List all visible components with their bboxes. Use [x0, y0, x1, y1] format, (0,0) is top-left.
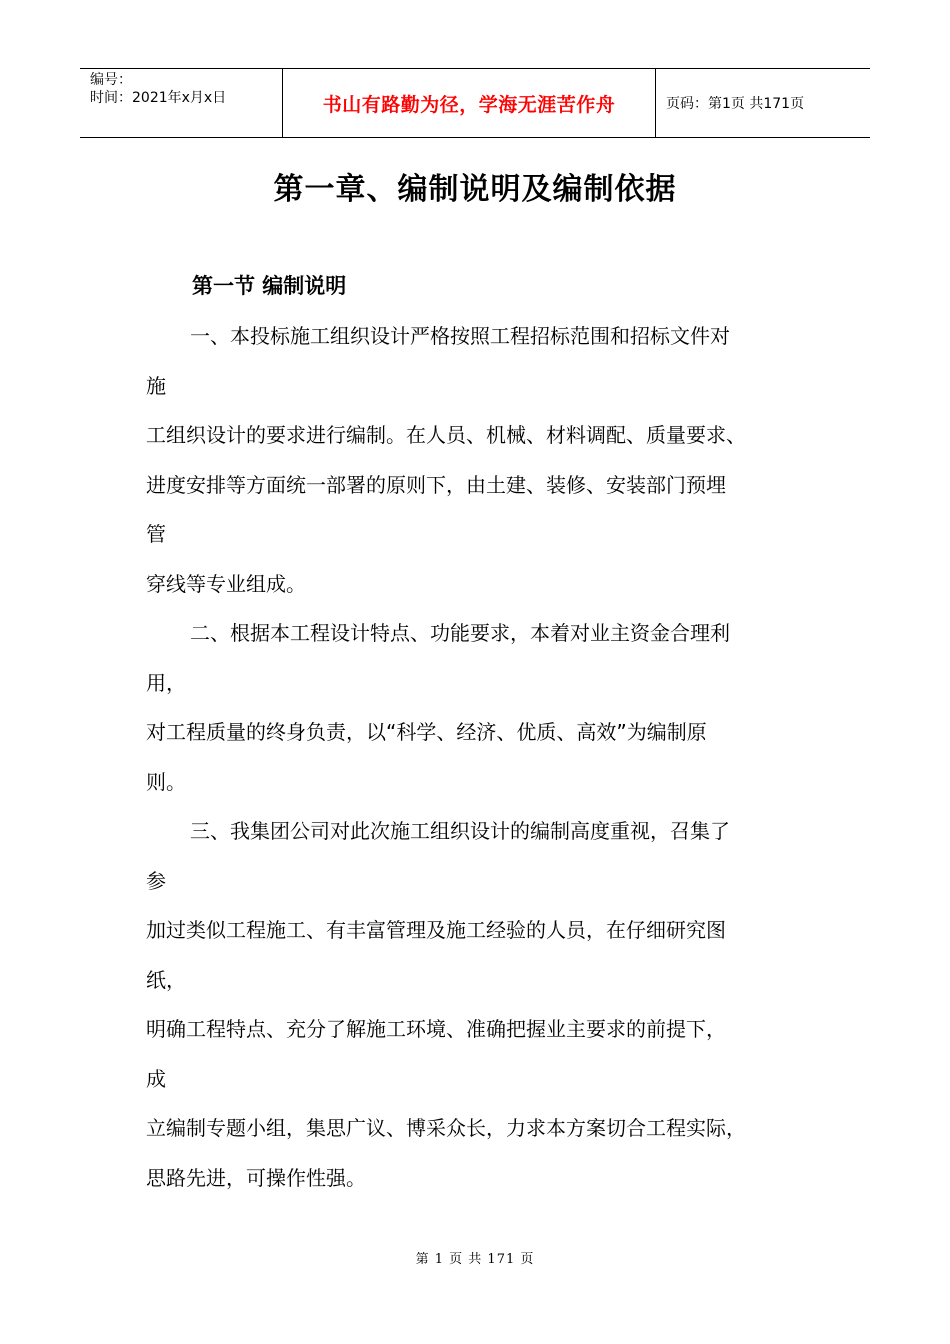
paragraph-line: 用， [146, 670, 186, 695]
document-date: 时间：2021年x月x日 [90, 90, 227, 106]
paragraph-line: 思路先进，可操作性强。 [146, 1165, 366, 1190]
chapter-title: 第一章、编制说明及编制依据 [273, 172, 677, 207]
paragraph-line: 施 [146, 373, 166, 398]
paragraph-line: 工组织设计的要求进行编制。在人员、机械、材料调配、质量要求、 [146, 423, 746, 447]
header-motto: 书山有路勤为径，学海无涯苦作舟 [282, 69, 656, 137]
paragraph-line: 一、本投标施工组织设计严格按照工程招标范围和招标文件对 [190, 324, 730, 348]
paragraph-line: 对工程质量的终身负责，以“科学、经济、优质、高效”为编制原 [146, 720, 707, 744]
paragraph-line: 明确工程特点、充分了解施工环境、准确把握业主要求的前提下， [146, 1017, 726, 1041]
paragraph-line: 立编制专题小组，集思广议、博采众长，力求本方案切合工程实际， [146, 1116, 746, 1140]
paragraph-line: 纸， [146, 967, 186, 992]
paragraph-line: 穿线等专业组成。 [146, 571, 306, 596]
page-header [80, 68, 870, 138]
paragraph-line: 三、我集团公司对此次施工组织设计的编制高度重视，召集了 [190, 819, 730, 843]
paragraph-line: 二、根据本工程设计特点、功能要求，本着对业主资金合理利 [190, 621, 730, 645]
paragraph-line: 管 [146, 522, 166, 546]
paragraph-line: 加过类似工程施工、有丰富管理及施工经验的人员，在仔细研究图 [146, 918, 726, 942]
paragraph-line: 参 [146, 868, 166, 893]
paragraph-line: 进度安排等方面统一部署的原则下，由土建、装修、安装部门预埋 [146, 472, 726, 497]
header-meta [80, 69, 282, 137]
document-number-label: 编号： [90, 72, 132, 88]
paragraph-line: 成 [146, 1066, 166, 1091]
section-title: 第一节 编制说明 [192, 274, 347, 298]
body-text [146, 312, 846, 1203]
page-footer: 第 1 页 共 171 页 [415, 1252, 535, 1267]
header-page-info: 页码：第1页 共171页 [666, 96, 805, 112]
paragraph-line: 则。 [146, 769, 186, 794]
